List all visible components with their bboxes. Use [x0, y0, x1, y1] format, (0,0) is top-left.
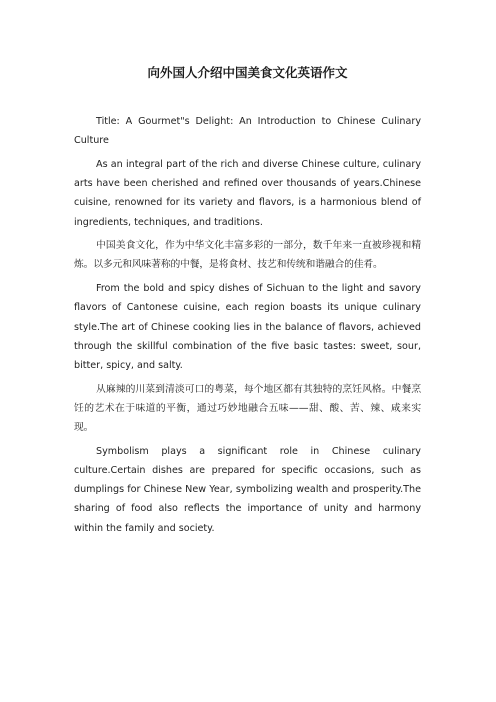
document-title: 向外国人介绍中国美食文化英语作文: [147, 65, 348, 80]
paragraph-essay-title: Title: A Gourmet"s Delight: An Introduction to Chinese Culinary Culture: [74, 116, 421, 147]
paragraph-intro-en: As an integral part of the rich and diverse Chinese culture, culinary arts have been cherished and refined over thousands of years.Chinese cuisine, renowned for its variety and flavors, is a harmonious blend of ingredients, techniques, and traditions.: [74, 158, 421, 228]
paragraph-regions-en: From the bold and spicy dishes of Sichuan to the light and savory flavors of Cantonese cuisine, each region boasts its unique culinary style.The art of Chinese cooking lies in the balance of flavors, achieved through the skillful combination of the five basic tastes: sweet, sour, bitter, spicy, and salty.: [74, 283, 421, 371]
paragraph-regions-zh: 从麻辣的川菜到清淡可口的粤菜，每个地区都有其独特的烹饪风格。中餐烹饪的艺术在于味道的平衡，通过巧妙地融合五味——甜、酸、苦、辣、咸来实现。: [74, 383, 421, 434]
paragraph-intro-zh: 中国美食文化，作为中华文化丰富多彩的一部分，数千年来一直被珍视和精炼。以多元和风味著称的中餐，是将食材、技艺和传统和谐融合的佳肴。: [74, 240, 421, 271]
paragraph-symbolism-en: Symbolism plays a significant role in Chinese culinary culture.Certain dishes are prepared for specific occasions, such as dumplings for Chinese New Year, symbolizing wealth and prosperity.The sharing of food also reflects the importance of unity and harmony within the family and society.: [74, 445, 421, 534]
